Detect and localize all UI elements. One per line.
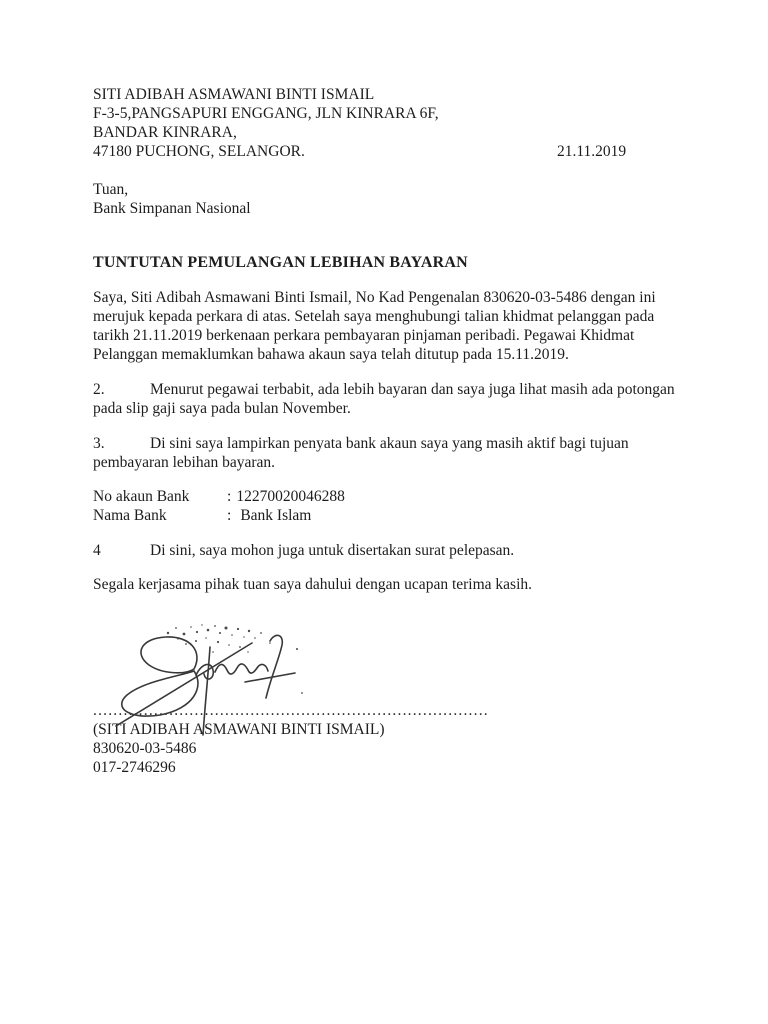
sender-address-block (93, 85, 678, 161)
paragraph-3 (93, 434, 678, 472)
recipient-salutation: Tuan, (93, 181, 129, 198)
bank-details-block (93, 487, 678, 525)
bank-account-row (93, 487, 678, 506)
bank-name-value: Bank Islam (240, 507, 312, 524)
paragraph-4-number: 4 (93, 542, 101, 559)
sender-address-date-row (93, 142, 678, 161)
letter-date: 21.11.2019 (557, 143, 627, 160)
sender-address-line-1: F-3-5,PANGSAPURI ENGGANG, JLN KINRARA 6F, (93, 105, 439, 122)
closing-line: Segala kerjasama pihak tuan saya dahului dengan ucapan terima kasih. (93, 576, 533, 593)
bank-account-number: 12270020046288 (236, 488, 345, 505)
signatory-ic-number: 830620-03-5486 (93, 740, 197, 757)
sender-address-line-2: BANDAR KINRARA, (93, 124, 237, 141)
bank-account-separator: : (227, 488, 232, 505)
signature-dotted-line: .............................................................................. (93, 702, 489, 719)
paragraph-2-text: Menurut pegawai terbabit, ada lebih bayaran dan saya juga lihat masih ada potongan pada slip gaji saya pada bulan November. (93, 381, 675, 417)
sender-address-line-3: 47180 PUCHONG, SELANGOR. (93, 143, 305, 160)
signatory-phone-number: 017-2746296 (93, 759, 176, 776)
recipient-name: Bank Simpanan Nasional (93, 200, 251, 217)
sender-name: SITI ADIBAH ASMAWANI BINTI ISMAIL (93, 86, 375, 103)
subject-line: TUNTUTAN PEMULANGAN LEBIHAN BAYARAN (93, 254, 468, 271)
paragraph-2 (93, 380, 678, 418)
recipient-block (93, 180, 678, 218)
paragraph-4-text: Di sini, saya mohon juga untuk disertakan surat pelepasan. (150, 542, 515, 559)
paragraph-2-number: 2. (93, 381, 105, 398)
paragraph-1: Saya, Siti Adibah Asmawani Binti Ismail, No Kad Pengenalan 830620-03-5486 dengan ini merujuk kepada perkara di atas. Setelah saya menghubungi talian khidmat pelanggan pada tarikh 21.11.2019 berkenaan perkara pembayaran pinjaman peribadi. Pegawai Khidmat Pelanggan memaklumkan bahawa akaun saya telah ditutup pada 15.11.2019. (93, 289, 656, 363)
paragraph-4 (93, 541, 678, 560)
signature-block (93, 701, 678, 777)
signatory-name: (SITI ADIBAH ASMAWANI BINTI ISMAIL) (93, 721, 385, 738)
paragraph-3-number: 3. (93, 435, 105, 452)
bank-name-label: Nama Bank (93, 507, 167, 524)
bank-name-separator: : (227, 507, 232, 524)
paragraph-3-text: Di sini saya lampirkan penyata bank akaun saya yang masih aktif bagi tujuan pembayaran lebihan bayaran. (93, 435, 629, 471)
bank-name-row (93, 506, 678, 525)
bank-account-label: No akaun Bank (93, 488, 190, 505)
